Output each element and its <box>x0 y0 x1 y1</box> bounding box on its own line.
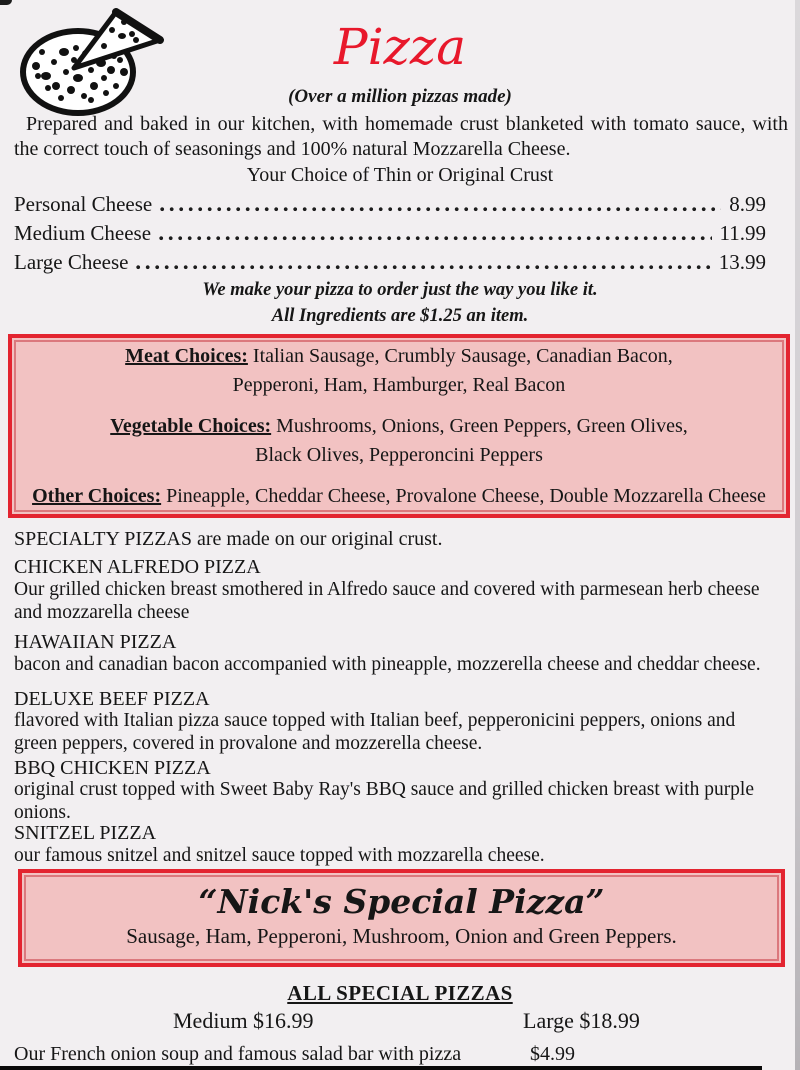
price-value: 11.99 <box>719 221 766 245</box>
meat-choices-line1 <box>12 342 786 371</box>
dot-leader <box>159 236 711 241</box>
other-choices-items: Pineapple, Cheddar Cheese, Provalone Cheese, Double Mozzarella Cheese <box>161 484 766 507</box>
meat-choices-line2: Pepperoni, Ham, Hamburger, Real Bacon <box>232 373 566 396</box>
specialty-item-desc: bacon and canadian bacon accompanied with pineapple, mozzerella cheese and cheddar cheese. <box>14 654 761 675</box>
toppings-choices-box <box>8 334 790 518</box>
specialty-item-name: CHICKEN ALFREDO PIZZA <box>14 556 261 578</box>
specialty-intro: SPECIALTY PIZZAS are made on our original crust. <box>14 528 443 550</box>
dot-leader <box>160 207 721 212</box>
price-row-medium <box>14 221 766 246</box>
scan-corner-mark <box>0 0 12 5</box>
price-row-large <box>14 250 766 275</box>
soup-salad-line: Our French onion soup and famous salad bar with pizza <box>14 1043 462 1065</box>
nicks-special-box <box>18 869 785 967</box>
specialty-item-desc: Our grilled chicken breast smothered in Alfredo sauce and covered with parmesean herb cheese and mozzarella cheese <box>14 579 760 623</box>
price-label: Medium Cheese <box>14 221 152 245</box>
price-value: 13.99 <box>718 250 766 274</box>
vegetable-choices-line1 <box>12 412 786 441</box>
special-large-price: Large $18.99 <box>523 1008 640 1033</box>
specialty-item-desc: our famous snitzel and snitzel sauce topped with mozzarella cheese. <box>14 845 545 866</box>
specialty-item-name: BBQ CHICKEN PIZZA <box>14 757 211 779</box>
all-special-pizzas-heading: ALL SPECIAL PIZZAS <box>287 981 513 1005</box>
dot-leader <box>136 265 710 270</box>
vegetable-choices-label: Vegetable Choices: <box>110 414 272 437</box>
ingredients-price-note: All Ingredients are $1.25 an item. <box>271 306 529 326</box>
crust-choice-line: Your Choice of Thin or Original Crust <box>246 164 554 186</box>
nicks-special-title: “Nick's Special Pizza” <box>198 882 605 921</box>
specialty-item-name: HAWAIIAN PIZZA <box>14 631 177 653</box>
meat-choices <box>12 342 786 400</box>
page-title: Pizza <box>333 18 467 76</box>
page-subtitle: (Over a million pizzas made) <box>288 86 512 107</box>
other-choices-label: Other Choices: <box>32 484 162 507</box>
meat-choices-items: Italian Sausage, Crumbly Sausage, Canadian Bacon, <box>247 344 673 367</box>
specialty-item-desc: flavored with Italian pizza sauce topped with Italian beef, pepperonicini peppers, onions and green peppers, covered in provalone and mozzerella cheese. <box>14 710 736 754</box>
specialty-item-name: SNITZEL PIZZA <box>14 822 157 844</box>
scan-bottom-edge <box>0 1066 762 1070</box>
specialty-item-name: DELUXE BEEF PIZZA <box>14 688 210 710</box>
price-label: Personal Cheese <box>14 192 153 216</box>
other-choices <box>12 482 786 511</box>
nicks-special-toppings: Sausage, Ham, Pepperoni, Mushroom, Onion and Green Peppers. <box>126 924 677 949</box>
vegetable-choices-items: Mushrooms, Onions, Green Peppers, Green Olives, <box>271 414 688 437</box>
soup-salad-price: $4.99 <box>530 1043 575 1065</box>
toppings-choices-content <box>12 338 786 514</box>
price-label: Large Cheese <box>14 250 129 274</box>
meat-choices-label: Meat Choices: <box>125 344 248 367</box>
scan-edge-shadow <box>795 0 800 1070</box>
vegetable-choices-line2: Black Olives, Pepperoncini Peppers <box>255 443 543 466</box>
special-medium-price: Medium $16.99 <box>173 1008 314 1033</box>
other-choices-line1 <box>12 482 786 511</box>
vegetable-choices <box>12 412 786 470</box>
price-value: 8.99 <box>729 192 766 216</box>
order-note: We make your pizza to order just the way you like it. <box>202 280 598 300</box>
intro-paragraph: Prepared and baked in our kitchen, with homemade crust blanketed with tomato sauce, with the correct touch of seasonings and 100% natural Mozzarella Cheese. <box>14 113 788 160</box>
specialty-item-desc: original crust topped with Sweet Baby Ray's BBQ sauce and grilled chicken breast with purple onions. <box>14 779 755 823</box>
price-row-personal <box>14 192 766 217</box>
